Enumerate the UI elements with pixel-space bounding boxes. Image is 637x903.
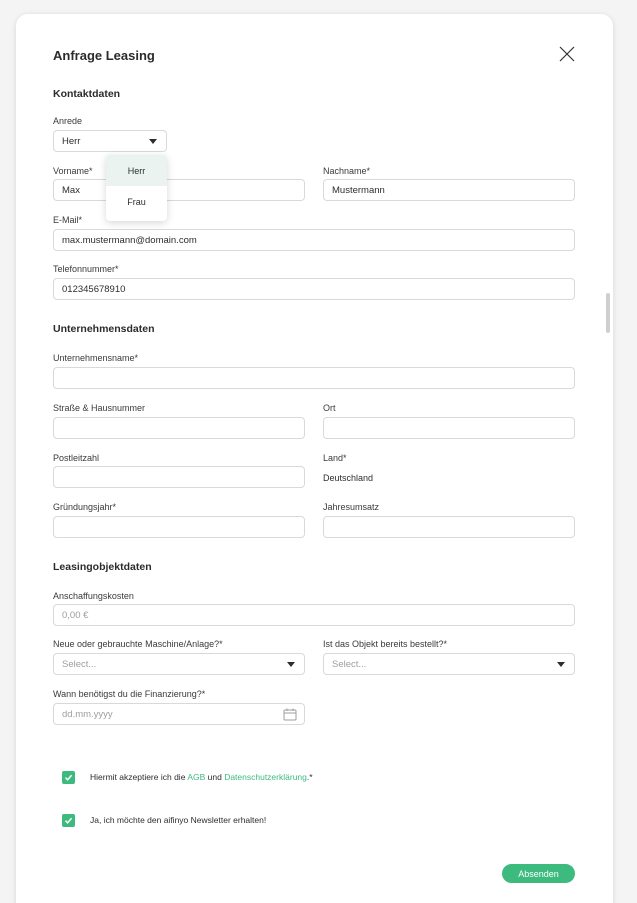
section-heading-unternehmen: Unternehmensdaten <box>53 323 155 335</box>
gruendungsjahr-label: Gründungsjahr* <box>53 502 117 512</box>
section-heading-leasing: Leasingobjektdaten <box>53 561 152 573</box>
jahresumsatz-label: Jahresumsatz <box>323 502 380 512</box>
scrollbar-thumb[interactable] <box>606 293 610 333</box>
finanzierung-datum-label: Wann benötigst du die Finanzierung?* <box>53 689 206 699</box>
calendar-icon[interactable] <box>283 708 297 721</box>
email-label: E-Mail* <box>53 215 83 225</box>
checkmark-icon <box>64 773 73 782</box>
anrede-dropdown-menu <box>106 155 167 221</box>
land-value: Deutschland <box>323 473 374 483</box>
vorname-label: Vorname* <box>53 166 93 176</box>
plz-label: Postleitzahl <box>53 453 100 463</box>
newsletter-checkbox[interactable] <box>62 814 75 827</box>
submit-button[interactable]: Absenden <box>502 864 575 883</box>
nachname-input[interactable] <box>323 179 575 201</box>
ort-input[interactable] <box>323 417 575 439</box>
agb-consent-text <box>90 772 313 782</box>
section-heading-kontakt: Kontaktdaten <box>53 88 121 100</box>
close-icon[interactable] <box>557 44 577 64</box>
jahresumsatz-input[interactable] <box>323 516 575 538</box>
email-input[interactable] <box>53 229 575 251</box>
chevron-down-icon <box>149 139 157 144</box>
anschaffungskosten-label: Anschaffungskosten <box>53 591 134 601</box>
email-value: max.mustermann@domain.com <box>62 234 197 246</box>
leasing-request-dialog <box>16 14 613 903</box>
telefon-value: 012345678910 <box>62 283 126 295</box>
telefon-label: Telefonnummer* <box>53 264 119 274</box>
zustand-select[interactable] <box>53 653 305 675</box>
nachname-label: Nachname* <box>323 166 371 176</box>
strasse-label: Straße & Hausnummer <box>53 403 146 413</box>
agb-prefix: Hiermit akzeptiere ich die <box>90 772 188 782</box>
plz-input[interactable] <box>53 466 305 488</box>
agb-checkbox[interactable] <box>62 771 75 784</box>
finanzierung-datum-input[interactable] <box>53 703 305 725</box>
newsletter-consent-text: Ja, ich möchte den aifinyo Newsletter erhalten! <box>90 815 267 825</box>
privacy-link[interactable]: Datenschutzerklärung <box>224 772 307 782</box>
gruendungsjahr-input[interactable] <box>53 516 305 538</box>
unternehmensname-label: Unternehmensname* <box>53 353 139 363</box>
chevron-down-icon <box>287 662 295 667</box>
anschaffungskosten-placeholder: 0,00 € <box>62 609 89 621</box>
anrede-label: Anrede <box>53 116 83 126</box>
bestellt-placeholder: Select... <box>332 658 367 670</box>
chevron-down-icon <box>557 662 565 667</box>
datum-placeholder: dd.mm.yyyy <box>62 708 113 720</box>
agb-mid: und <box>205 772 225 782</box>
anrede-select[interactable] <box>53 130 167 152</box>
strasse-input[interactable] <box>53 417 305 439</box>
anrede-value: Herr <box>62 135 81 147</box>
anrede-option-herr[interactable]: Herr <box>106 155 167 186</box>
agb-suffix: .* <box>306 772 313 782</box>
dialog-title: Anfrage Leasing <box>53 48 155 63</box>
zustand-label: Neue oder gebrauchte Maschine/Anlage?* <box>53 639 223 649</box>
bestellt-label: Ist das Objekt bereits bestellt?* <box>323 639 448 649</box>
ort-label: Ort <box>323 403 336 413</box>
anschaffungskosten-input[interactable] <box>53 604 575 626</box>
agb-link[interactable]: AGB <box>187 772 206 782</box>
land-label: Land* <box>323 453 347 463</box>
bestellt-select[interactable] <box>323 653 575 675</box>
checkmark-icon <box>64 816 73 825</box>
vorname-value: Max <box>62 184 80 196</box>
anrede-option-frau[interactable]: Frau <box>127 196 146 207</box>
unternehmensname-input[interactable] <box>53 367 575 389</box>
zustand-placeholder: Select... <box>62 658 97 670</box>
nachname-value: Mustermann <box>332 184 385 196</box>
telefon-input[interactable] <box>53 278 575 300</box>
vorname-input[interactable] <box>53 179 305 201</box>
